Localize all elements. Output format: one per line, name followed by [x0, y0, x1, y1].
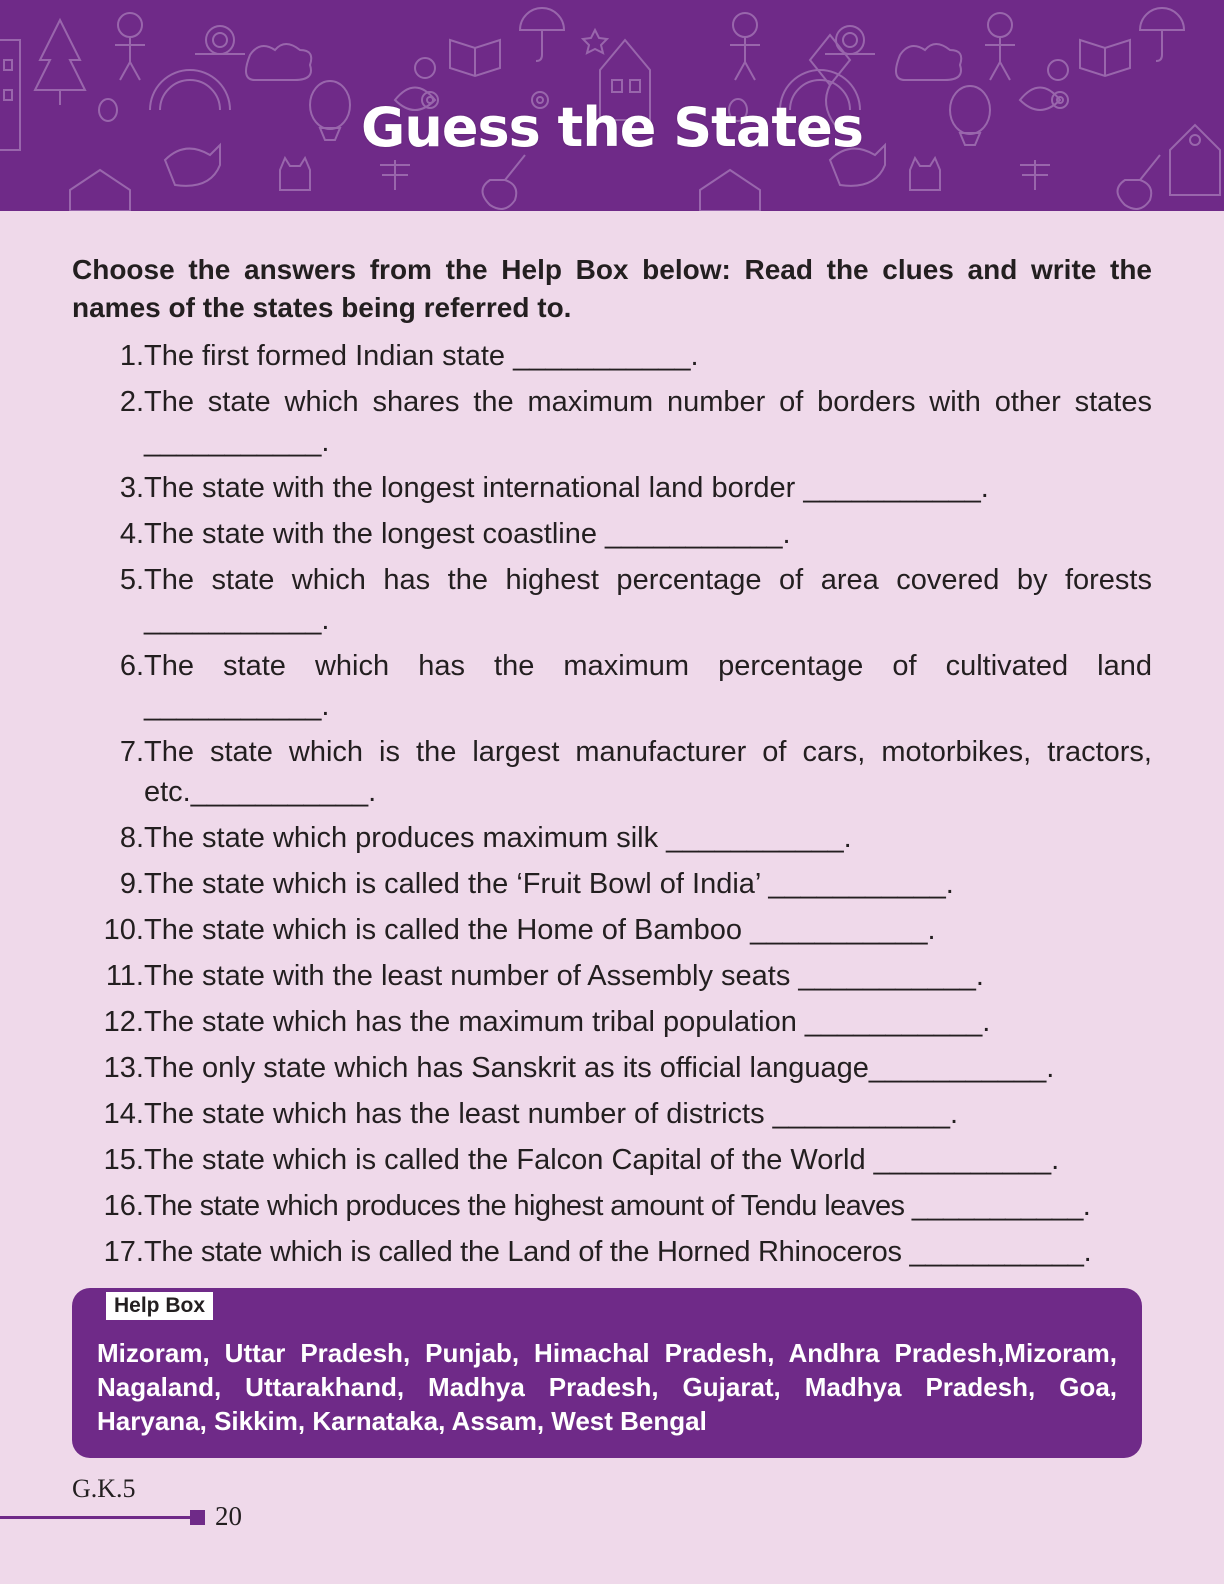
question-item	[72, 864, 1152, 904]
question-text: The first formed Indian state ___________.	[144, 340, 699, 372]
book-code: G.K.5	[72, 1474, 136, 1503]
question-list	[72, 336, 1152, 1278]
question-item	[72, 1140, 1152, 1180]
question-item	[72, 732, 1152, 812]
question-item	[72, 818, 1152, 858]
question-text: The state which produces the highest amount of Tendu leaves ___________.	[144, 1190, 1091, 1222]
question-number: 9.	[119, 868, 144, 900]
question-number: 1.	[119, 340, 144, 372]
question-item	[72, 646, 1152, 726]
footer-rule	[0, 1516, 190, 1519]
question-number: 17.	[103, 1236, 144, 1268]
question-text: The state which is called the Home of Bamboo ___________.	[144, 914, 936, 946]
question-number: 7.	[119, 736, 144, 768]
title-banner	[0, 0, 1224, 211]
page-title: Guess the States	[361, 96, 863, 159]
question-text: The state which has the highest percentage of area covered by forests ___________.	[144, 564, 1152, 636]
question-item	[72, 468, 1152, 508]
question-number: 8.	[119, 822, 144, 854]
footer-square-marker	[190, 1510, 205, 1525]
question-item	[72, 1002, 1152, 1042]
question-number: 3.	[119, 472, 144, 504]
question-number: 10.	[103, 914, 144, 946]
question-item	[72, 956, 1152, 996]
question-number: 16.	[103, 1190, 144, 1222]
question-text: The state which is called the ‘Fruit Bowl of India’ ___________.	[144, 868, 954, 900]
question-text: The state which has the maximum tribal population ___________.	[144, 1006, 991, 1038]
question-number: 4.	[119, 518, 144, 550]
question-item	[72, 382, 1152, 462]
question-number: 14.	[103, 1098, 144, 1130]
question-text: The state which has the least number of districts ___________.	[144, 1098, 959, 1130]
question-number: 2.	[119, 386, 144, 418]
question-text: The state with the longest international land border ___________.	[144, 472, 989, 504]
question-text: The state which is called the Land of the Horned Rhinoceros ___________.	[144, 1236, 1092, 1268]
question-item	[72, 1048, 1152, 1088]
instructions: Choose the answers from the Help Box below: Read the clues and write the names of the states being referred to.	[72, 254, 1152, 323]
question-number: 15.	[103, 1144, 144, 1176]
question-text: The only state which has Sanskrit as its official language___________.	[144, 1052, 1055, 1084]
question-number: 12.	[103, 1006, 144, 1038]
question-text: The state with the least number of Assembly seats ___________.	[144, 960, 984, 992]
question-item	[72, 1232, 1152, 1272]
question-number: 13.	[103, 1052, 144, 1084]
question-text: The state which shares the maximum number of borders with other states ___________.	[144, 386, 1152, 458]
question-text: The state which produces maximum silk ___________.	[144, 822, 852, 854]
question-item	[72, 514, 1152, 554]
question-number: 5.	[119, 564, 144, 596]
question-number: 11.	[105, 960, 144, 992]
help-box-label: Help Box	[106, 1292, 213, 1320]
question-item	[72, 336, 1152, 376]
question-number: 6.	[119, 650, 144, 682]
help-box-answers: Mizoram, Uttar Pradesh, Punjab, Himachal Pradesh, Andhra Pradesh,Mizoram, Nagaland, Uttarakhand, Madhya Pradesh, Gujarat, Madhya Pradesh, Goa, Haryana, Sikkim, Karnataka, Assam, West Bengal	[97, 1338, 1117, 1436]
page-number: 20	[215, 1501, 242, 1531]
question-text: The state with the longest coastline ___________.	[144, 518, 791, 550]
question-item	[72, 1094, 1152, 1134]
help-box	[72, 1288, 1142, 1458]
question-item	[72, 910, 1152, 950]
question-text: The state which is the largest manufacturer of cars, motorbikes, tractors, etc.___________.	[144, 736, 1152, 808]
question-text: The state which is called the Falcon Capital of the World ___________.	[144, 1144, 1060, 1176]
question-item	[72, 1186, 1152, 1226]
question-item	[72, 560, 1152, 640]
question-text: The state which has the maximum percentage of cultivated land ___________.	[144, 650, 1152, 722]
